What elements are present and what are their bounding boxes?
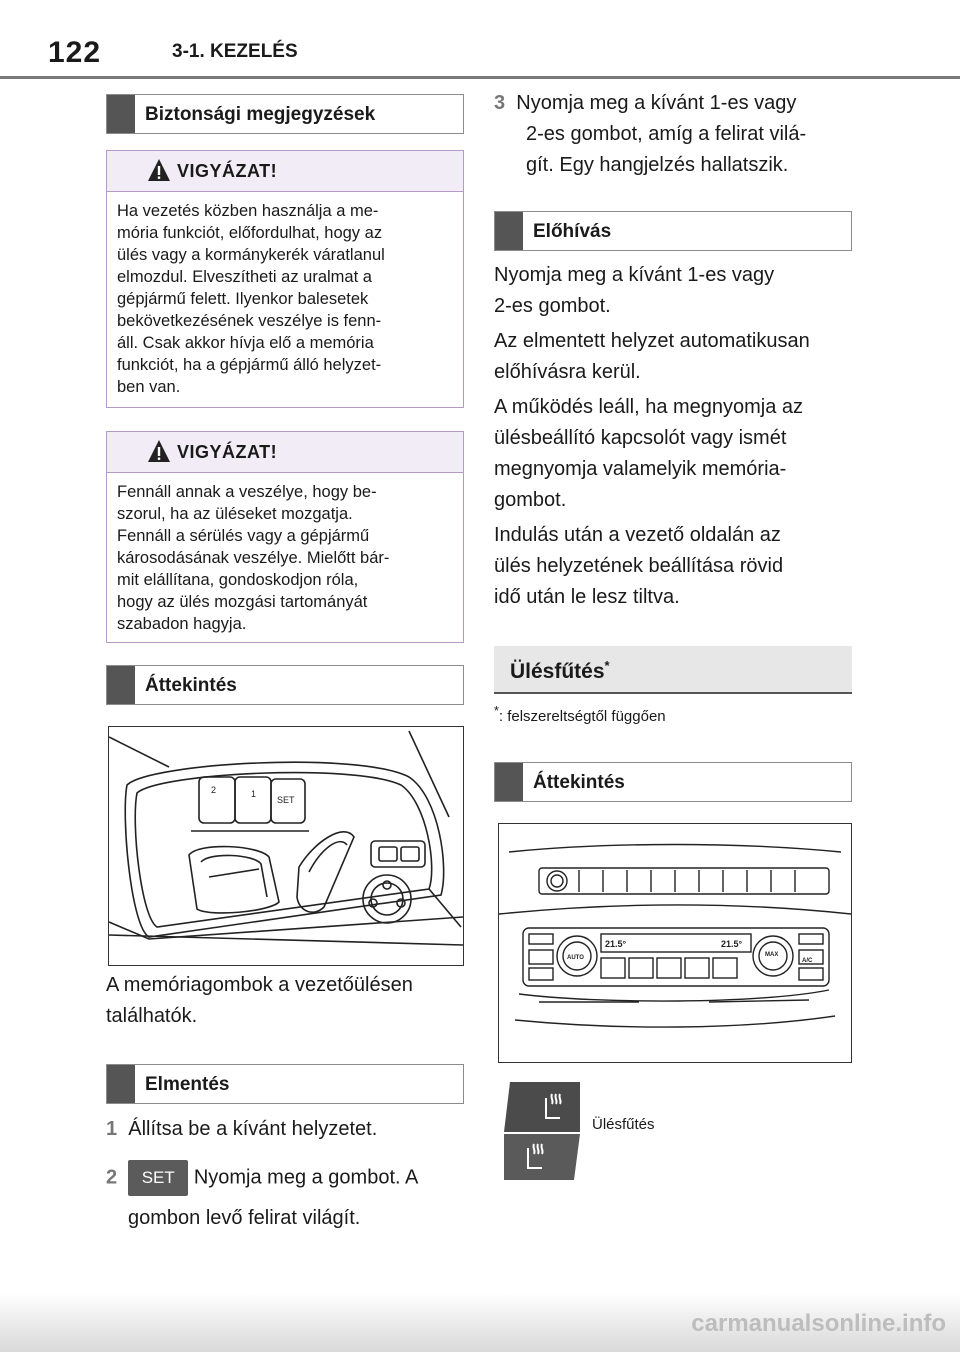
max-label: MAX — [765, 952, 779, 958]
section-heading-recall: Előhívás — [494, 211, 852, 251]
temp-left-label: 21.5° — [605, 939, 627, 949]
step-1: 1 Állítsa be a kívánt helyzetet. — [106, 1118, 378, 1140]
seat-heating-icon — [504, 1082, 580, 1180]
climate-panel-illustration — [498, 823, 852, 1063]
temp-right-label: 21.5° — [721, 939, 743, 949]
set-button-label: SET — [277, 795, 295, 805]
memory-button-2-label: 2 — [211, 785, 217, 795]
seat-controls-illustration — [108, 726, 464, 966]
watermark: carmanualsonline.info — [691, 1310, 946, 1337]
header-rule — [0, 76, 960, 79]
step-2: 2 SET Nyomja meg a gombot. A — [106, 1160, 466, 1196]
warning-text: Fennáll annak a veszélye, hogy be- szorul, ha az üléseket mozgatja. Fennáll a sérülés vagy a gépjármű károsodásának veszélye. Mielőtt bár- mit elállítana, gondoskodjon róla, hogy az ülés mozgási tartományát szabadon hagyja. — [117, 483, 390, 633]
page-footer — [0, 1292, 960, 1352]
climate-panel-drawing — [499, 824, 851, 1062]
ac-label: A/C — [802, 958, 813, 964]
seat-panel-drawing — [109, 727, 463, 965]
warning-icon — [147, 158, 171, 182]
chapter-title: 3-1. KEZELÉS — [172, 41, 298, 62]
page-number: 122 — [48, 36, 102, 69]
section-heading-overview-heating: Áttekintés — [494, 762, 852, 802]
seat-heating-button-image — [504, 1082, 580, 1180]
figure-caption: A memóriagombok a vezetőülésen találhatók. — [106, 974, 413, 1027]
section-heading-safety: Biztonsági megjegyzések — [106, 94, 464, 134]
step-2-continued: gombon levő felirat világít. — [128, 1207, 361, 1229]
page-header — [0, 0, 960, 80]
section-heading-seat-heating: Ülésfűtés* — [494, 646, 852, 694]
footnote: *: felszereltségtől függően — [494, 704, 666, 725]
memory-button-1-label: 1 — [251, 789, 257, 799]
warning-title-bar: VIGYÁZAT! — [107, 151, 463, 192]
warning-box-memory — [106, 150, 464, 408]
auto-label: AUTO — [567, 955, 584, 961]
warning-title-bar: VIGYÁZAT! — [107, 432, 463, 473]
section-heading-save: Elmentés — [106, 1064, 464, 1104]
warning-box-pinch — [106, 431, 464, 643]
warning-text: Ha vezetés közben használja a me- mória funkciót, előfordulhat, hogy az ülés vagy a kormánykerék váratlanul elmozdul. Elveszítheti az uralmat a gépjármű felett. Ilyenkor balesetek bekövetkezésének veszélye is fenn- áll. Csak akkor hívja elő a memória funkciót, ha a gépjármű álló helyzet- ben van. — [117, 202, 385, 396]
set-button-image: SET — [128, 1160, 188, 1196]
warning-icon — [147, 439, 171, 463]
seat-heating-icon-caption: Ülésfűtés — [592, 1116, 655, 1133]
recall-text: Nyomja meg a kívánt 1-es vagy 2-es gombot. Az elmentett helyzet automatikusan előhívásra kerül. A működés leáll, ha megnyomja az ülésbeállító kapcsolót vagy ismét megnyomja valamelyik memória- gombot. Indulás után a vezető oldalán az ülés helyzetének beállítása rövid idő után le lesz tiltva. — [494, 264, 810, 608]
step-3: 3 Nyomja meg a kívánt 1-es vagy 2-es gombot, amíg a felirat vilá- gít. Egy hangjelzés hallatszik. — [494, 92, 807, 176]
section-heading-overview: Áttekintés — [106, 665, 464, 705]
